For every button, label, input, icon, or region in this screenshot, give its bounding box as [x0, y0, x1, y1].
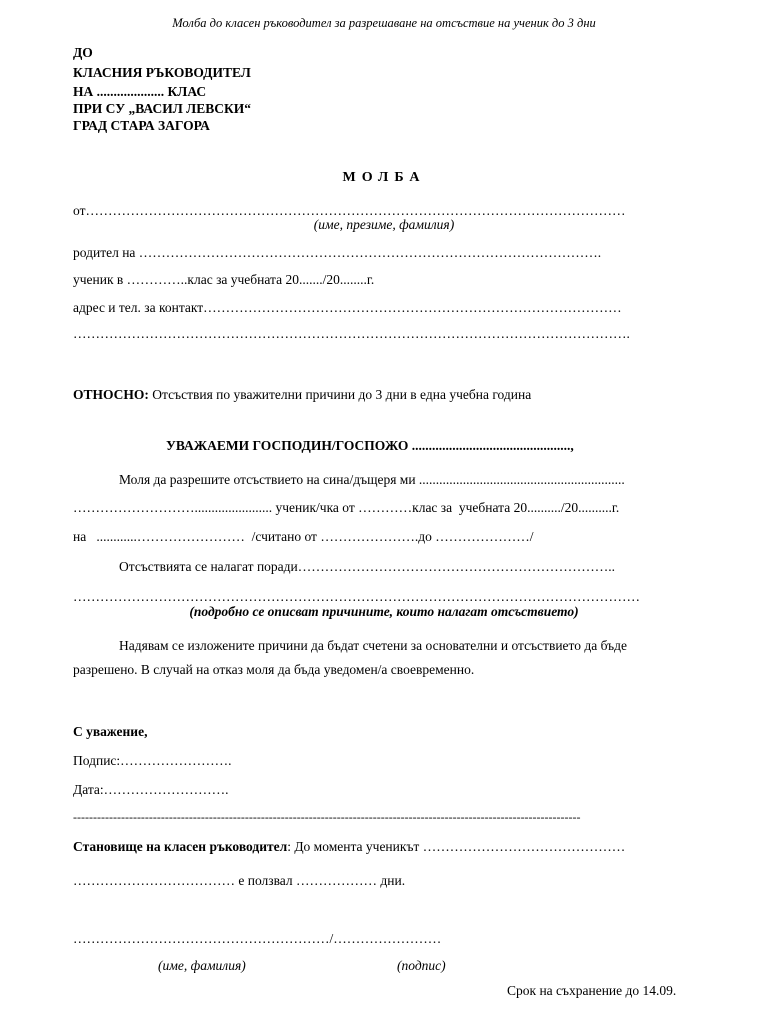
body-line: ……………………………………………………………………………………………………………… — [73, 589, 640, 604]
date-field: Дата:………………………. — [73, 782, 229, 797]
retention-note: Срок на съхранение до 14.09. — [507, 983, 677, 998]
document-title: МОЛБА — [342, 170, 426, 185]
teacher-signature-hint: (подпис) — [397, 958, 446, 973]
absence-days-field: ……………………………… е ползвал ……………… дни. — [73, 873, 406, 888]
teacher-opinion-label: Становище на класен ръководител — [73, 839, 288, 854]
student-class-field: ученик в …………..клас за учебната 20......./20........г. — [73, 272, 375, 287]
body-line: Отсъствията се налагат поради…………………………………………………………….. — [119, 559, 616, 574]
teacher-opinion-line — [73, 839, 625, 855]
reasons-hint: (подробно се описват причините, които налагат отсъствието) — [189, 604, 579, 619]
teacher-opinion-text: : До момента ученикът ……………………………………… — [287, 839, 626, 854]
body-line: разрешено. В случай на отказ моля да бъда уведомен/а своевременно. — [73, 662, 475, 677]
address-continuation-field: ……………………………………………………………………………………………………………. — [73, 326, 630, 341]
address-phone-field: адрес и тел. за контакт………………………………………………………………………………… — [73, 300, 622, 315]
body-line: ………………………....................... ученик/чка от …………клас за учебната 20........../20..........г. — [73, 500, 620, 515]
teacher-sign-line: …………………………………………………/…………………… — [73, 931, 442, 946]
addressee-line: КЛАСНИЯ РЪКОВОДИТЕЛ — [73, 65, 251, 80]
page-header-caption: Молба до класен ръководител за разрешаване на отсъствие на ученик до 3 дни — [172, 16, 596, 30]
body-line: на ............…………………… /считано от ………………….до …………………/ — [73, 529, 534, 544]
parent-of-field: родител на …………………………………………………………………………………………. — [73, 245, 602, 260]
section-divider: ------------------------------------------------------------------------------------------------------------------------------- — [73, 810, 581, 824]
subject-line — [73, 387, 531, 403]
signature-field: Подпис:……………………. — [73, 753, 232, 768]
closing-regards: С уважение, — [73, 724, 148, 739]
addressee-line: ДО — [73, 45, 93, 60]
addressee-line: НА .................... КЛАС — [73, 84, 207, 99]
subject-text: Отсъствия по уважителни причини до 3 дни в една учебна година — [148, 387, 532, 402]
applicant-from-field: от………………………………………………………………………………………………………… — [73, 203, 626, 218]
addressee-line: ПРИ СУ „ВАСИЛ ЛЕВСКИ“ — [73, 101, 251, 116]
salutation: УВАЖАЕМИ ГОСПОДИН/ГОСПОЖО ..............................................., — [166, 438, 574, 453]
body-line: Надявам се изложените причини да бъдат счетени за основателни и отсъствието да бъде — [119, 638, 627, 653]
applicant-from-hint: (име, презиме, фамилия) — [313, 217, 455, 232]
addressee-line: ГРАД СТАРА ЗАГОРА — [73, 118, 210, 133]
teacher-name-hint: (име, фамилия) — [158, 958, 246, 973]
subject-label: ОТНОСНО: — [73, 387, 149, 402]
body-line: Моля да разрешите отсъствието на сина/дъщеря ми ............................................................. — [119, 472, 625, 487]
